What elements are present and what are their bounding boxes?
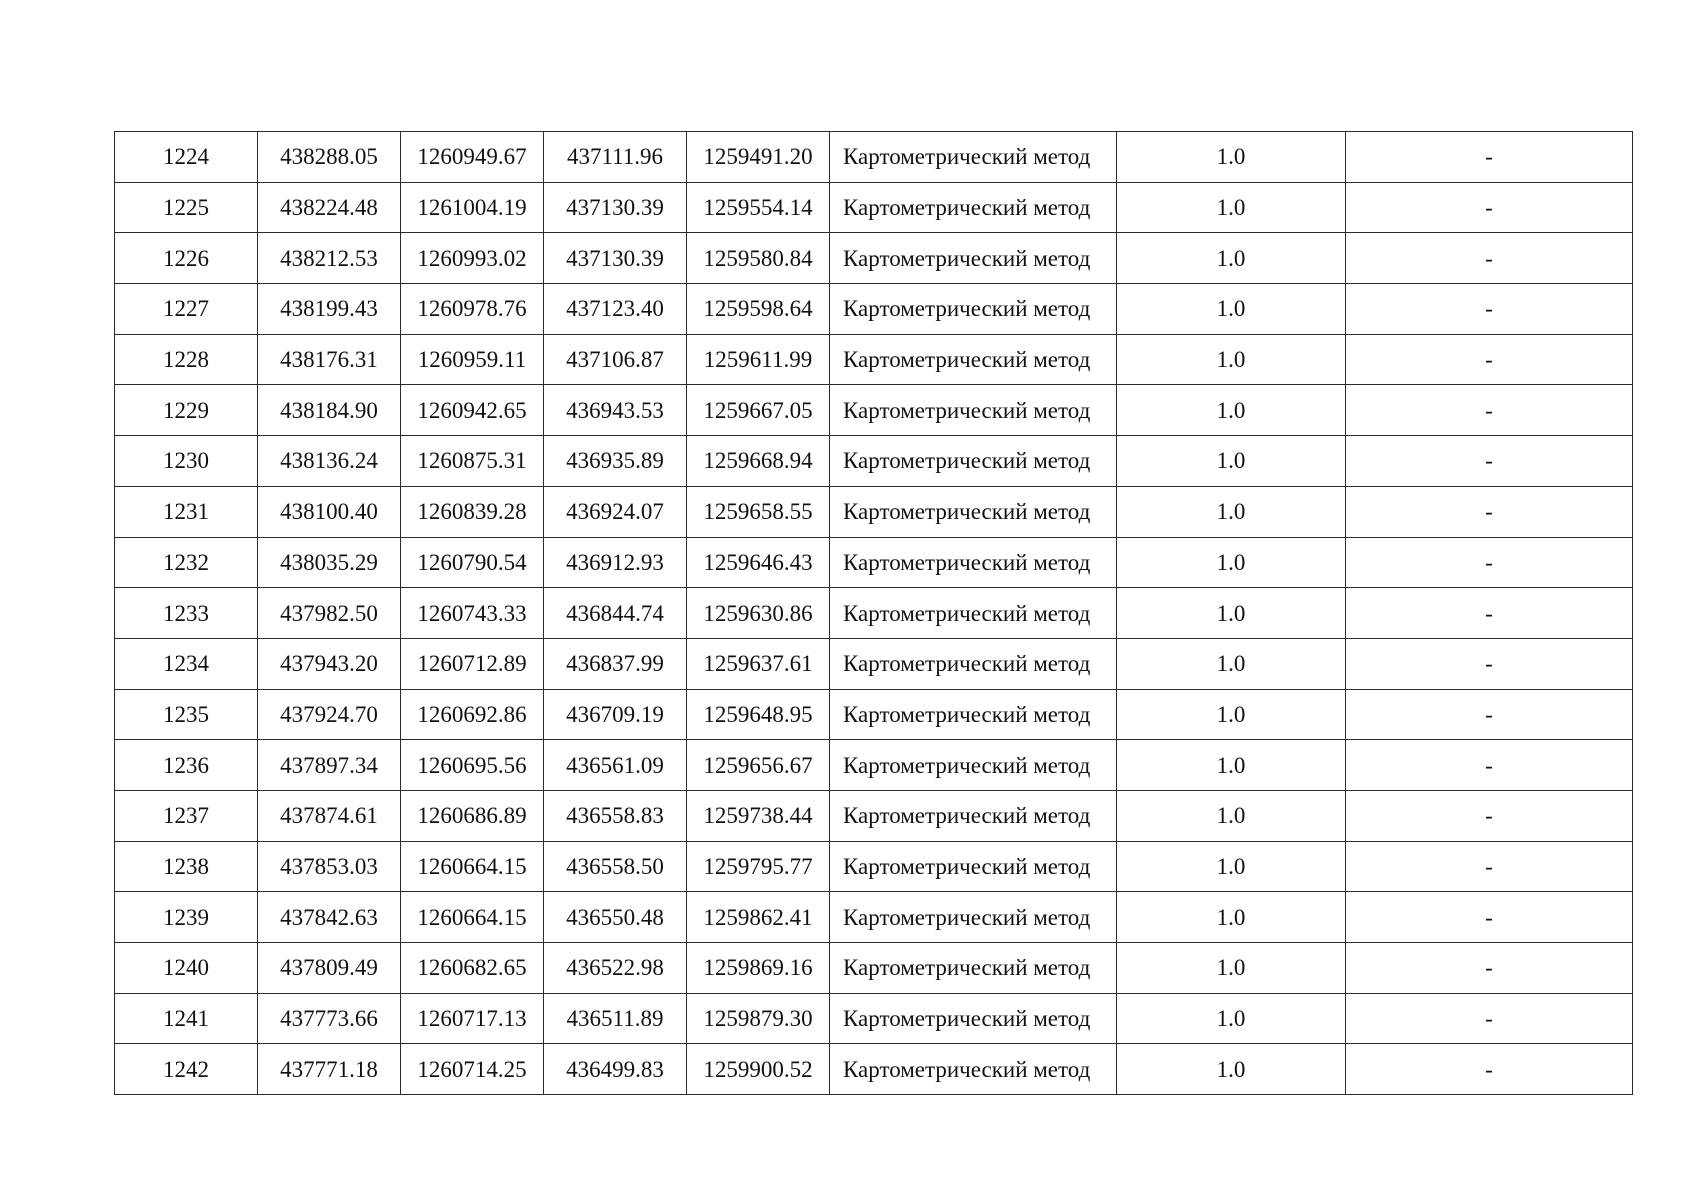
table-row — [115, 638, 1633, 689]
y-old-cell: 1260712.89 — [401, 638, 544, 689]
x-new-cell: 436558.50 — [544, 841, 687, 892]
table-row — [115, 436, 1633, 487]
point-number-cell: 1224 — [115, 132, 258, 183]
x-old-cell: 438184.90 — [258, 385, 401, 436]
y-new-cell: 1259554.14 — [687, 182, 830, 233]
accuracy-cell: 1.0 — [1117, 486, 1346, 537]
accuracy-cell: 1.0 — [1117, 943, 1346, 994]
description-cell: - — [1346, 537, 1633, 588]
y-new-cell: 1259630.86 — [687, 588, 830, 639]
description-cell: - — [1346, 385, 1633, 436]
table-row — [115, 284, 1633, 335]
accuracy-cell: 1.0 — [1117, 993, 1346, 1044]
accuracy-cell: 1.0 — [1117, 689, 1346, 740]
x-new-cell: 436522.98 — [544, 943, 687, 994]
accuracy-cell: 1.0 — [1117, 334, 1346, 385]
point-number-cell: 1237 — [115, 790, 258, 841]
y-old-cell: 1260664.15 — [401, 841, 544, 892]
coordinates-table — [114, 131, 1633, 1095]
method-cell: Картометрический метод — [830, 740, 1117, 791]
table-row — [115, 537, 1633, 588]
method-cell: Картометрический метод — [830, 182, 1117, 233]
description-cell: - — [1346, 486, 1633, 537]
table-row — [115, 689, 1633, 740]
table-row — [115, 740, 1633, 791]
method-cell: Картометрический метод — [830, 284, 1117, 335]
description-cell: - — [1346, 689, 1633, 740]
x-new-cell: 436935.89 — [544, 436, 687, 487]
description-cell: - — [1346, 638, 1633, 689]
description-cell: - — [1346, 334, 1633, 385]
method-cell: Картометрический метод — [830, 689, 1117, 740]
y-old-cell: 1261004.19 — [401, 182, 544, 233]
point-number-cell: 1225 — [115, 182, 258, 233]
method-cell: Картометрический метод — [830, 334, 1117, 385]
point-number-cell: 1229 — [115, 385, 258, 436]
y-old-cell: 1260942.65 — [401, 385, 544, 436]
accuracy-cell: 1.0 — [1117, 892, 1346, 943]
point-number-cell: 1227 — [115, 284, 258, 335]
y-new-cell: 1259667.05 — [687, 385, 830, 436]
method-cell: Картометрический метод — [830, 1044, 1117, 1095]
point-number-cell: 1236 — [115, 740, 258, 791]
x-new-cell: 436550.48 — [544, 892, 687, 943]
x-old-cell: 438288.05 — [258, 132, 401, 183]
description-cell: - — [1346, 233, 1633, 284]
accuracy-cell: 1.0 — [1117, 233, 1346, 284]
method-cell: Картометрический метод — [830, 436, 1117, 487]
y-new-cell: 1259646.43 — [687, 537, 830, 588]
y-old-cell: 1260714.25 — [401, 1044, 544, 1095]
x-new-cell: 436709.19 — [544, 689, 687, 740]
description-cell: - — [1346, 993, 1633, 1044]
method-cell: Картометрический метод — [830, 132, 1117, 183]
y-new-cell: 1259656.67 — [687, 740, 830, 791]
y-new-cell: 1259598.64 — [687, 284, 830, 335]
accuracy-cell: 1.0 — [1117, 385, 1346, 436]
x-new-cell: 436912.93 — [544, 537, 687, 588]
accuracy-cell: 1.0 — [1117, 284, 1346, 335]
table-row — [115, 1044, 1633, 1095]
accuracy-cell: 1.0 — [1117, 182, 1346, 233]
point-number-cell: 1234 — [115, 638, 258, 689]
description-cell: - — [1346, 1044, 1633, 1095]
point-number-cell: 1231 — [115, 486, 258, 537]
y-new-cell: 1259738.44 — [687, 790, 830, 841]
x-new-cell: 436499.83 — [544, 1044, 687, 1095]
method-cell: Картометрический метод — [830, 486, 1117, 537]
point-number-cell: 1242 — [115, 1044, 258, 1095]
table-row — [115, 182, 1633, 233]
description-cell: - — [1346, 943, 1633, 994]
table-row — [115, 943, 1633, 994]
accuracy-cell: 1.0 — [1117, 132, 1346, 183]
accuracy-cell: 1.0 — [1117, 436, 1346, 487]
point-number-cell: 1240 — [115, 943, 258, 994]
point-number-cell: 1239 — [115, 892, 258, 943]
method-cell: Картометрический метод — [830, 233, 1117, 284]
x-new-cell: 437106.87 — [544, 334, 687, 385]
y-old-cell: 1260839.28 — [401, 486, 544, 537]
y-new-cell: 1259668.94 — [687, 436, 830, 487]
x-old-cell: 438176.31 — [258, 334, 401, 385]
y-new-cell: 1259658.55 — [687, 486, 830, 537]
method-cell: Картометрический метод — [830, 588, 1117, 639]
description-cell: - — [1346, 436, 1633, 487]
y-old-cell: 1260959.11 — [401, 334, 544, 385]
table-row — [115, 486, 1633, 537]
y-old-cell: 1260686.89 — [401, 790, 544, 841]
accuracy-cell: 1.0 — [1117, 1044, 1346, 1095]
point-number-cell: 1230 — [115, 436, 258, 487]
x-old-cell: 437924.70 — [258, 689, 401, 740]
x-old-cell: 438224.48 — [258, 182, 401, 233]
point-number-cell: 1232 — [115, 537, 258, 588]
y-old-cell: 1260743.33 — [401, 588, 544, 639]
method-cell: Картометрический метод — [830, 943, 1117, 994]
accuracy-cell: 1.0 — [1117, 841, 1346, 892]
description-cell: - — [1346, 132, 1633, 183]
x-new-cell: 436924.07 — [544, 486, 687, 537]
y-old-cell: 1260875.31 — [401, 436, 544, 487]
x-old-cell: 438100.40 — [258, 486, 401, 537]
method-cell: Картометрический метод — [830, 638, 1117, 689]
table-row — [115, 790, 1633, 841]
accuracy-cell: 1.0 — [1117, 588, 1346, 639]
table-row — [115, 993, 1633, 1044]
y-old-cell: 1260692.86 — [401, 689, 544, 740]
y-new-cell: 1259648.95 — [687, 689, 830, 740]
y-new-cell: 1259611.99 — [687, 334, 830, 385]
y-old-cell: 1260978.76 — [401, 284, 544, 335]
x-old-cell: 438212.53 — [258, 233, 401, 284]
point-number-cell: 1241 — [115, 993, 258, 1044]
table-row — [115, 588, 1633, 639]
x-old-cell: 437853.03 — [258, 841, 401, 892]
x-new-cell: 436844.74 — [544, 588, 687, 639]
x-old-cell: 438035.29 — [258, 537, 401, 588]
y-new-cell: 1259869.16 — [687, 943, 830, 994]
x-old-cell: 437982.50 — [258, 588, 401, 639]
x-new-cell: 436558.83 — [544, 790, 687, 841]
y-new-cell: 1259580.84 — [687, 233, 830, 284]
description-cell: - — [1346, 182, 1633, 233]
description-cell: - — [1346, 841, 1633, 892]
method-cell: Картометрический метод — [830, 892, 1117, 943]
method-cell: Картометрический метод — [830, 790, 1117, 841]
y-new-cell: 1259879.30 — [687, 993, 830, 1044]
point-number-cell: 1226 — [115, 233, 258, 284]
x-new-cell: 437111.96 — [544, 132, 687, 183]
accuracy-cell: 1.0 — [1117, 638, 1346, 689]
x-old-cell: 437943.20 — [258, 638, 401, 689]
table-row — [115, 385, 1633, 436]
description-cell: - — [1346, 740, 1633, 791]
x-old-cell: 437773.66 — [258, 993, 401, 1044]
coordinates-table-body — [115, 132, 1633, 1095]
description-cell: - — [1346, 790, 1633, 841]
y-old-cell: 1260717.13 — [401, 993, 544, 1044]
y-new-cell: 1259900.52 — [687, 1044, 830, 1095]
table-row — [115, 892, 1633, 943]
table-row — [115, 233, 1633, 284]
method-cell: Картометрический метод — [830, 993, 1117, 1044]
x-old-cell: 438199.43 — [258, 284, 401, 335]
y-old-cell: 1260949.67 — [401, 132, 544, 183]
point-number-cell: 1233 — [115, 588, 258, 639]
x-new-cell: 436561.09 — [544, 740, 687, 791]
y-old-cell: 1260790.54 — [401, 537, 544, 588]
y-new-cell: 1259795.77 — [687, 841, 830, 892]
description-cell: - — [1346, 284, 1633, 335]
x-old-cell: 437874.61 — [258, 790, 401, 841]
point-number-cell: 1235 — [115, 689, 258, 740]
x-new-cell: 436837.99 — [544, 638, 687, 689]
accuracy-cell: 1.0 — [1117, 740, 1346, 791]
table-row — [115, 334, 1633, 385]
x-new-cell: 437130.39 — [544, 182, 687, 233]
x-new-cell: 437130.39 — [544, 233, 687, 284]
method-cell: Картометрический метод — [830, 537, 1117, 588]
x-old-cell: 437842.63 — [258, 892, 401, 943]
x-new-cell: 437123.40 — [544, 284, 687, 335]
x-new-cell: 436511.89 — [544, 993, 687, 1044]
accuracy-cell: 1.0 — [1117, 790, 1346, 841]
description-cell: - — [1346, 588, 1633, 639]
point-number-cell: 1228 — [115, 334, 258, 385]
y-old-cell: 1260664.15 — [401, 892, 544, 943]
x-old-cell: 437809.49 — [258, 943, 401, 994]
x-old-cell: 437771.18 — [258, 1044, 401, 1095]
point-number-cell: 1238 — [115, 841, 258, 892]
y-new-cell: 1259637.61 — [687, 638, 830, 689]
table-row — [115, 841, 1633, 892]
y-new-cell: 1259862.41 — [687, 892, 830, 943]
y-new-cell: 1259491.20 — [687, 132, 830, 183]
x-old-cell: 438136.24 — [258, 436, 401, 487]
method-cell: Картометрический метод — [830, 385, 1117, 436]
table-row — [115, 132, 1633, 183]
y-old-cell: 1260695.56 — [401, 740, 544, 791]
method-cell: Картометрический метод — [830, 841, 1117, 892]
accuracy-cell: 1.0 — [1117, 537, 1346, 588]
y-old-cell: 1260682.65 — [401, 943, 544, 994]
y-old-cell: 1260993.02 — [401, 233, 544, 284]
x-old-cell: 437897.34 — [258, 740, 401, 791]
description-cell: - — [1346, 892, 1633, 943]
x-new-cell: 436943.53 — [544, 385, 687, 436]
